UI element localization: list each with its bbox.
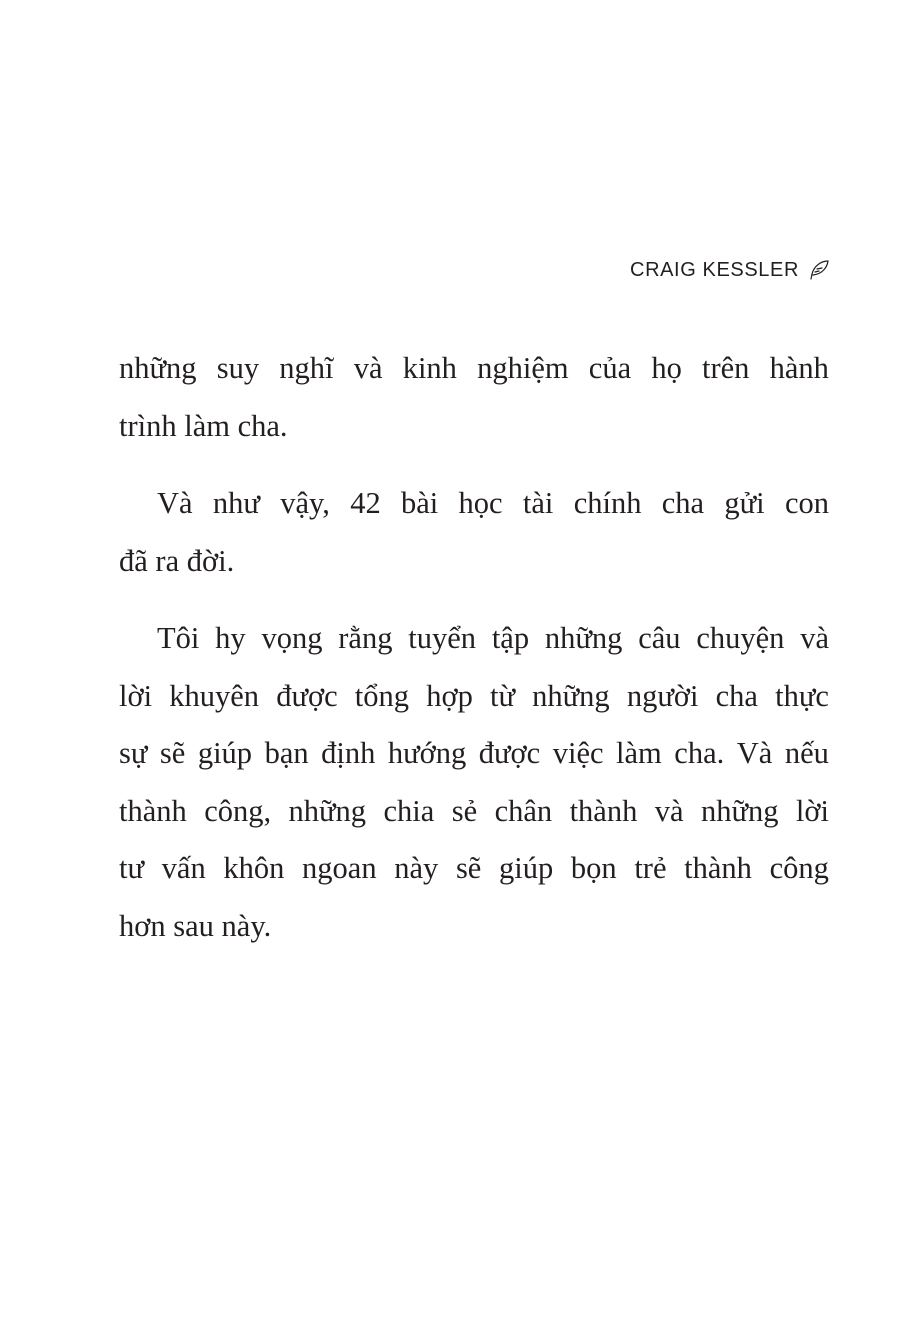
- word: tuyển: [408, 621, 477, 655]
- word: công,: [204, 793, 272, 828]
- text-line: [119, 725, 829, 783]
- word: vậy,: [280, 486, 330, 520]
- word: trên: [702, 351, 750, 385]
- text-line: [119, 840, 829, 898]
- word: học: [458, 486, 503, 520]
- word: lời: [795, 793, 829, 828]
- text-line: [119, 668, 829, 726]
- word: chân: [494, 793, 553, 828]
- text-line: [119, 340, 829, 398]
- word: thành: [684, 851, 752, 885]
- paragraph-2-cont: [119, 533, 829, 591]
- word: câu: [638, 621, 681, 655]
- word: suy: [216, 351, 260, 385]
- word: người: [626, 678, 699, 713]
- word: những: [119, 351, 197, 385]
- word: trẻ: [634, 851, 667, 885]
- word: những: [288, 793, 367, 828]
- word: cha: [715, 678, 758, 713]
- word: hy: [215, 621, 246, 655]
- word: những: [700, 793, 779, 828]
- word: và: [654, 793, 684, 828]
- word: vọng: [261, 621, 323, 655]
- word: thành: [119, 793, 187, 828]
- word: 42: [350, 486, 381, 520]
- word: tài: [522, 486, 554, 520]
- word: gửi: [724, 486, 765, 520]
- word: khôn: [223, 851, 285, 885]
- word: Và: [736, 736, 773, 770]
- text-line: [157, 475, 829, 533]
- word: này: [394, 851, 439, 885]
- word: cha: [661, 486, 705, 520]
- word: bạn: [264, 736, 309, 770]
- word: kinh: [402, 351, 457, 385]
- word: như: [212, 486, 260, 520]
- word: những: [544, 621, 623, 655]
- word: bọn: [570, 851, 617, 885]
- word: và: [353, 351, 383, 385]
- word: sẽ: [159, 736, 186, 770]
- word: Và: [157, 486, 193, 520]
- word: chia: [383, 793, 435, 828]
- word: công: [769, 851, 829, 885]
- word: tư: [119, 851, 145, 885]
- word: cha.: [674, 736, 725, 770]
- word: thành: [569, 793, 638, 828]
- word: nghiệm: [477, 351, 569, 385]
- word: con: [784, 486, 829, 520]
- paragraph-3: [119, 610, 829, 955]
- word: tổng: [354, 678, 410, 713]
- body-text: [119, 340, 829, 975]
- word: khuyên: [169, 678, 260, 713]
- text-line: [119, 783, 829, 841]
- word: những: [532, 678, 610, 713]
- word: giúp: [197, 736, 253, 770]
- word: lời: [119, 678, 153, 713]
- word: sẽ: [455, 851, 482, 885]
- word: nếu: [784, 736, 829, 770]
- text-line: [119, 610, 829, 668]
- word: nghĩ: [279, 351, 334, 385]
- word: định: [321, 736, 376, 770]
- word: thực: [775, 678, 829, 713]
- word: sẻ: [451, 793, 478, 828]
- paragraph-2: [119, 475, 829, 533]
- text-line: đã ra đời.: [119, 543, 235, 578]
- text-line: trình làm cha.: [119, 408, 288, 443]
- word: Tôi: [157, 621, 200, 655]
- text-line: hơn sau này.: [119, 908, 272, 943]
- word: họ: [651, 351, 682, 385]
- paragraph-1: [119, 340, 829, 455]
- word: vấn: [161, 851, 206, 885]
- word: hành: [769, 351, 829, 385]
- word: bài: [400, 486, 439, 520]
- word: sự: [119, 736, 148, 770]
- feather-quill-icon: [807, 258, 831, 282]
- running-header: [630, 256, 831, 284]
- word: từ: [489, 678, 515, 713]
- author-name: CRAIG KESSLER: [630, 259, 799, 281]
- word: hợp: [426, 678, 473, 713]
- word: được: [478, 736, 541, 770]
- word: của: [588, 351, 632, 385]
- word: hướng: [387, 736, 467, 770]
- word: chính: [573, 486, 642, 520]
- word: rằng: [338, 621, 393, 655]
- word: và: [800, 621, 829, 655]
- word: chuyện: [696, 621, 785, 655]
- word: giúp: [499, 851, 554, 885]
- word: ngoan: [302, 851, 377, 885]
- word: làm: [616, 736, 662, 770]
- word: được: [276, 678, 338, 713]
- word: tập: [491, 621, 530, 655]
- word: việc: [552, 736, 604, 770]
